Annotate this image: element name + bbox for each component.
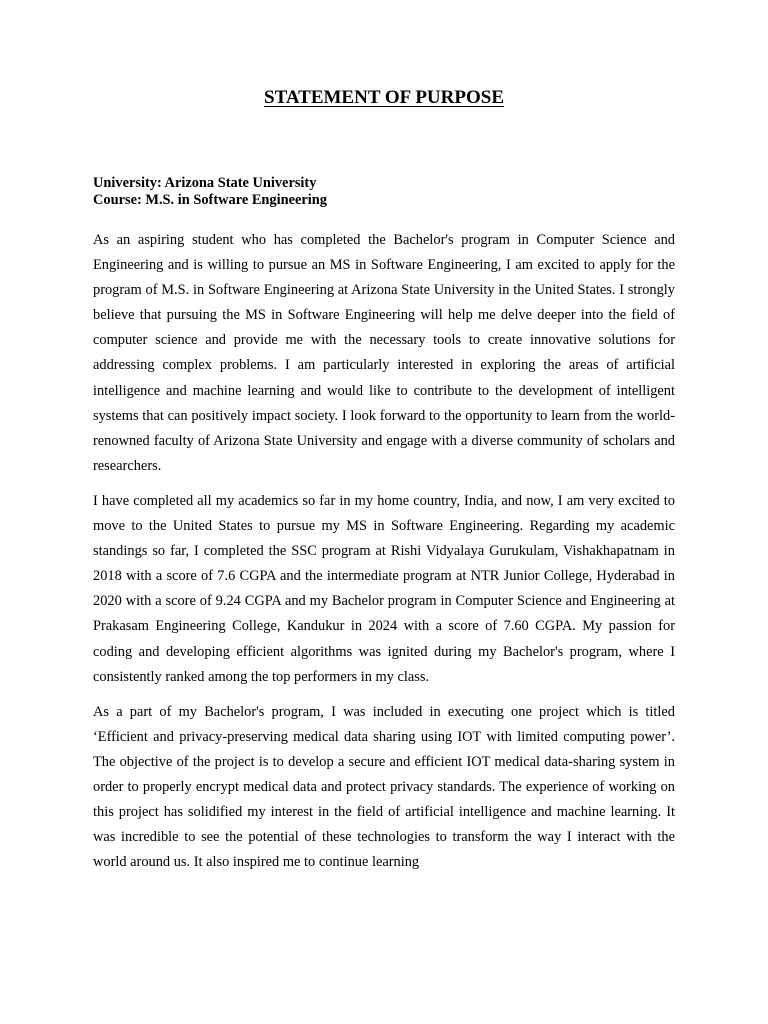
document-body	[93, 228, 675, 885]
university-line: University: Arizona State University	[93, 175, 317, 191]
body-paragraph: As a part of my Bachelor's program, I was included in executing one project which is titled ‘Efficient and privacy-preserving medical data sharing using IOT with limited computing power’. The objective of the project is to develop a secure and efficient IOT medical data-sharing system in order to properly encrypt medical data and protect privacy standards. The experience of working on this project has solidified my interest in the field of artificial intelligence and machine learning. It was incredible to see the potential of these technologies to transform the way I interact with the world around us. It also inspired me to continue learning	[93, 703, 675, 871]
course-line: Course: M.S. in Software Engineering	[93, 192, 327, 208]
body-paragraph: As an aspiring student who has completed the Bachelor's program in Computer Science and Engineering and is willing to pursue an MS in Software Engineering, I am excited to apply for the program of M.S. in Software Engineering at Arizona State University in the United States. I strongly believe that pursuing the MS in Software Engineering will help me delve deeper into the field of computer science and provide me with the necessary tools to create innovative solutions for addressing complex problems. I am particularly interested in exploring the areas of artificial intelligence and machine learning and would like to contribute to the development of intelligent systems that can positively impact society. I look forward to the opportunity to learn from the world-renowned faculty of Arizona State University and engage with a diverse community of scholars and researchers.	[93, 232, 675, 474]
body-paragraph: I have completed all my academics so far in my home country, India, and now, I am very excited to move to the United States to pursue my MS in Software Engineering. Regarding my academic standings so far, I completed the SSC program at Rishi Vidyalaya Gurukulam, Vishakhapatnam in 2018 with a score of 7.6 CGPA and the intermediate program at NTR Junior College, Hyderabad in 2020 with a score of 9.24 CGPA and my Bachelor program in Computer Science and Engineering at Prakasam Engineering College, Kandukur in 2024 with a score of 7.60 CGPA. My passion for coding and developing efficient algorithms was ignited during my Bachelor's program, where I consistently ranked among the top performers in my class.	[93, 492, 675, 685]
application-details	[93, 175, 675, 209]
document-title: STATEMENT OF PURPOSE	[264, 87, 504, 108]
